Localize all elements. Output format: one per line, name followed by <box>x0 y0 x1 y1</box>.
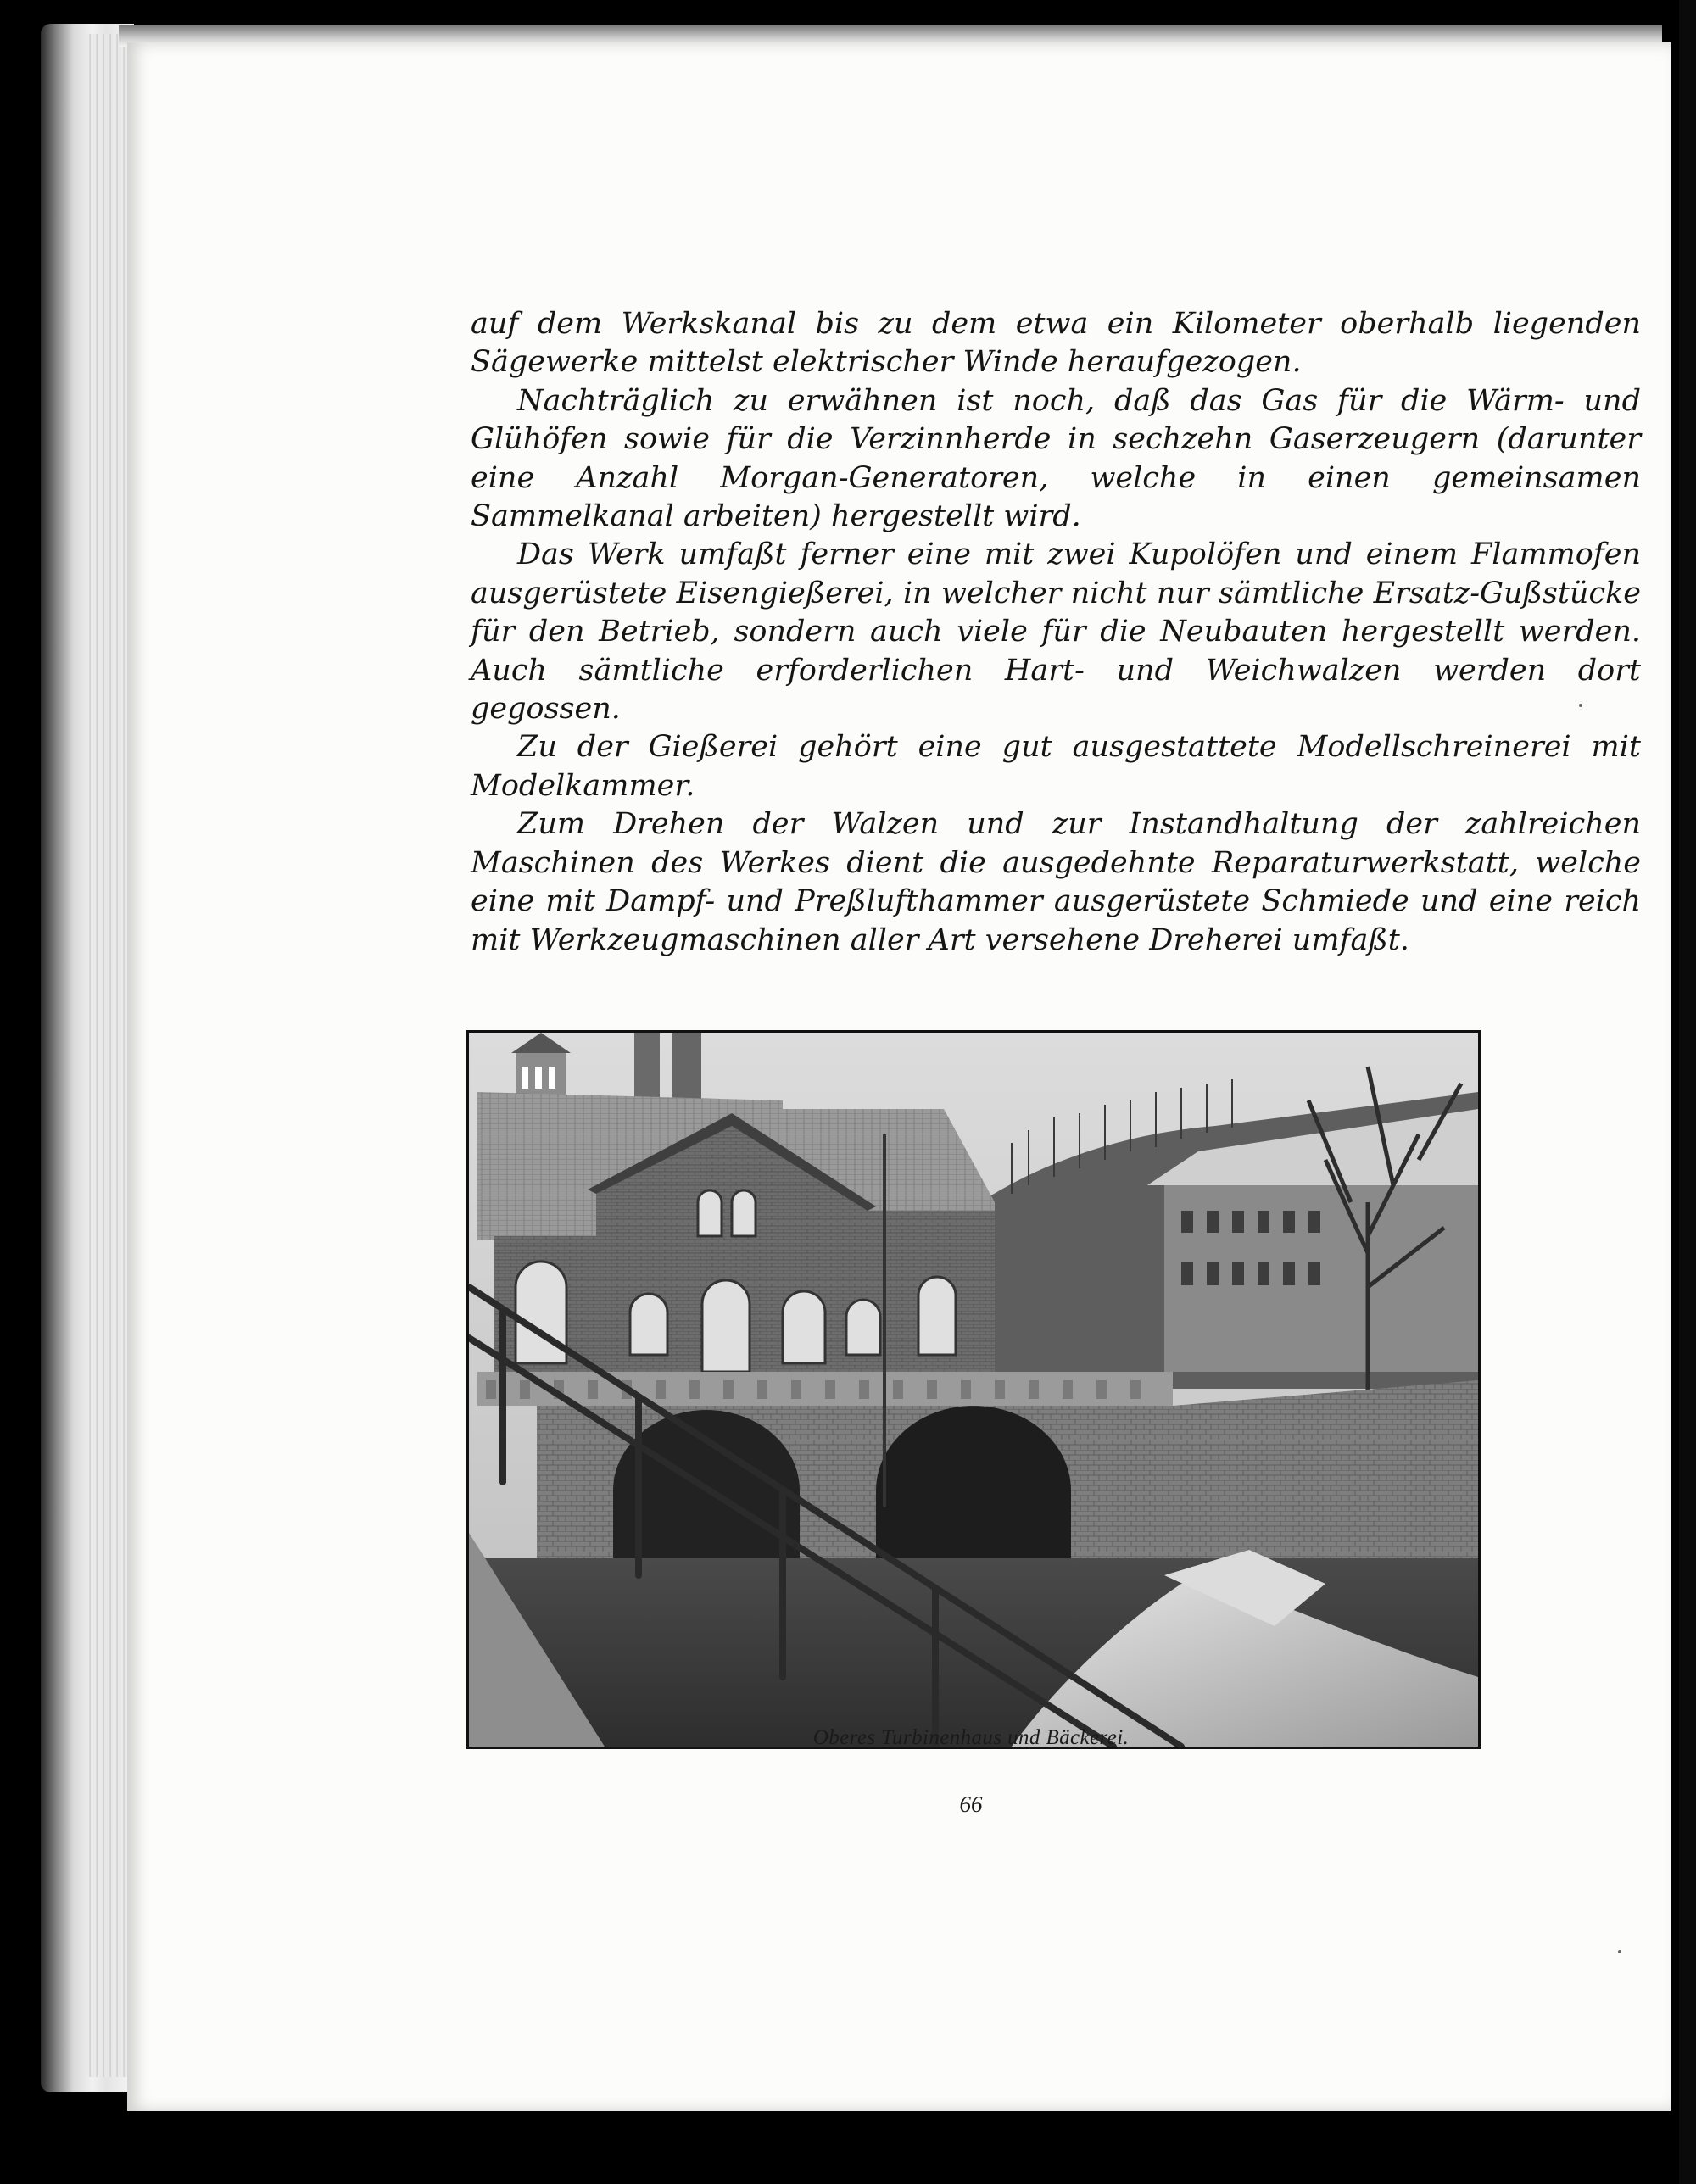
paper-speck <box>1618 1950 1621 1953</box>
scan-border-right <box>1679 0 1696 2184</box>
photograph-turbine-house <box>466 1030 1481 1749</box>
photo-caption: Oberes Turbinenhaus und Bäckerei. <box>812 1726 1130 1749</box>
body-text <box>471 305 1641 960</box>
paragraph-1: auf dem Werkskanal bis zu dem etwa ein Kilometer oberhalb liegenden Sägewerke mittelst elektrischer Winde heraufgezogen. <box>471 307 1641 380</box>
paper-speck <box>1579 704 1582 707</box>
paragraph-4: Zu der Gießerei gehört eine gut ausgestattete Modellschreinerei mit Modelkammer. <box>471 730 1641 803</box>
paragraph-2: Nachträglich zu erwähnen ist noch, daß das Gas für die Wärm- und Glühöfen sowie für die Verzinnherde in sechzehn Gaserzeugern (darunter eine Anzahl Morgan-Generatoren, welche in einen gemeinsamen Sammelkanal arbeiten) hergestellt wird. <box>471 383 1641 534</box>
page-number: 66 <box>959 1791 983 1817</box>
paragraph-5: Zum Drehen der Walzen und zur Instandhaltung der zahlreichen Maschinen des Werkes dient die ausgedehnte Reparaturwerkstatt, welche eine mit Dampf- und Preßlufthammer ausgerüstete Schmiede und eine reich mit Werkzeugmaschinen aller Art versehene Dreherei umfaßt. <box>471 807 1641 957</box>
paragraph-3: Das Werk umfaßt ferner eine mit zwei Kupolöfen und einem Flammofen ausgerüstete Eisengießerei, in welcher nicht nur sämtliche Ersatz-Gußstücke für den Betrieb, sondern auch viele für die Neubauten hergestellt werden. Auch sämtliche erforderlichen Hart- und Weichwalzen werden dort gegossen. <box>471 538 1641 727</box>
book-page <box>127 42 1671 2111</box>
